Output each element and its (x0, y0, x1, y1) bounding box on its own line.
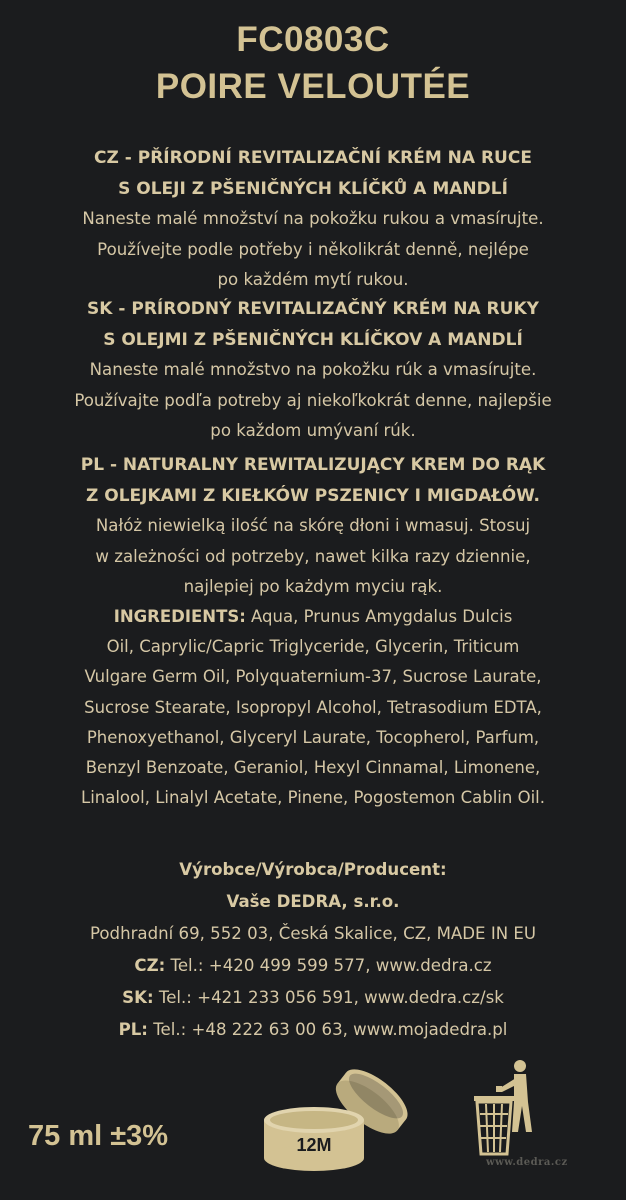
heading-line: PL - NATURALNY REWITALIZUJĄCY KREM DO RĄK (80, 455, 546, 475)
heading-line: SK - PRÍRODNÝ REVITALIZAČNÝ KRÉM NA RUKY (87, 299, 539, 319)
website-watermark: www.dedra.cz (486, 1157, 568, 1168)
producer-address: Podhradní 69, 552 03, Česká Skalice, CZ, MADE IN EU (89, 924, 537, 943)
ingredients-label: INGREDIENTS: (113, 607, 246, 626)
contact-cz: CZ: Tel.: +420 499 599 577, www.dedra.cz (134, 956, 492, 975)
text-line: Nałóż niewielką ilość na skórę dłoni i wmasuj. Stosuj (95, 516, 531, 535)
contact-sk: SK: Tel.: +421 233 056 591, www.dedra.cz/sk (122, 988, 504, 1007)
ingredients-line: Phenoxyethanol, Glyceryl Laurate, Tocopherol, Parfum, (86, 727, 540, 747)
producer-info (20, 854, 606, 1046)
text-line: Naneste malé množství na pokožku rukou a vmasírujte. (82, 209, 544, 228)
heading-line: CZ - PŘÍRODNÍ REVITALIZAČNÍ KRÉM NA RUCE (94, 148, 532, 168)
heading-line: S OLEJI Z PŠENIČNÝCH KLÍČKŮ A MANDLÍ (118, 178, 508, 199)
text-line: Používejte podle potřeby i několikrát denně, nejlépe (97, 239, 529, 259)
pao-label: 12M (296, 1135, 332, 1155)
volume: 75 ml ±3% (28, 1120, 169, 1152)
open-jar-icon (256, 1048, 416, 1173)
contact-pl: PL: Tel.: +48 222 63 00 63, www.mojadedra.pl (118, 1020, 508, 1039)
producer-label: Výrobce/Výrobca/Producent: (179, 860, 447, 879)
ingredients-line: Linalool, Linalyl Acetate, Pinene, Pogostemon Cablin Oil. (81, 788, 545, 808)
product-code: FC0803C (236, 20, 390, 59)
section-cz (20, 143, 606, 296)
ingredients-line: Benzyl Benzoate, Geraniol, Hexyl Cinnamal, Limonene, (85, 758, 541, 778)
section-sk (20, 294, 606, 447)
heading-line: Z OLEJKAMI Z KIEŁKÓW PSZENICY I MIGDAŁÓW. (86, 485, 540, 506)
text-line: w zależności od potrzeby, nawet kilka razy dziennie, (95, 546, 531, 566)
ingredients-line: Vulgare Germ Oil, Polyquaternium-37, Sucrose Laurate, (84, 667, 542, 687)
text-line: po každom umývaní rúk. (210, 421, 416, 440)
ingredients (30, 602, 596, 813)
producer-company: Vaše DEDRA, s.r.o. (226, 892, 400, 911)
text-line: Naneste malé množstvo na pokožku rúk a vmasírujte. (89, 360, 537, 379)
heading-line: S OLEJMI Z PŠENIČNÝCH KLÍČKOV A MANDLÍ (103, 329, 523, 350)
text-line: po každém mytí rukou. (217, 270, 409, 289)
product-name: POIRE VELOUTÉE (155, 67, 471, 106)
section-pl (20, 450, 606, 603)
ingredients-line: INGREDIENTS: Aqua, Prunus Amygdalus Dulcis (113, 607, 513, 626)
text-line: Používajte podľa potreby aj niekoľkokrát denne, najlepšie (74, 390, 552, 410)
trash-bin-icon (470, 1058, 540, 1158)
ingredients-line: Oil, Caprylic/Capric Triglyceride, Glycerin, Triticum (106, 637, 520, 657)
text-line: najlepiej po każdym myciu rąk. (183, 577, 443, 596)
ingredients-line: Sucrose Stearate, Isopropyl Alcohol, Tetrasodium EDTA, (84, 697, 542, 717)
